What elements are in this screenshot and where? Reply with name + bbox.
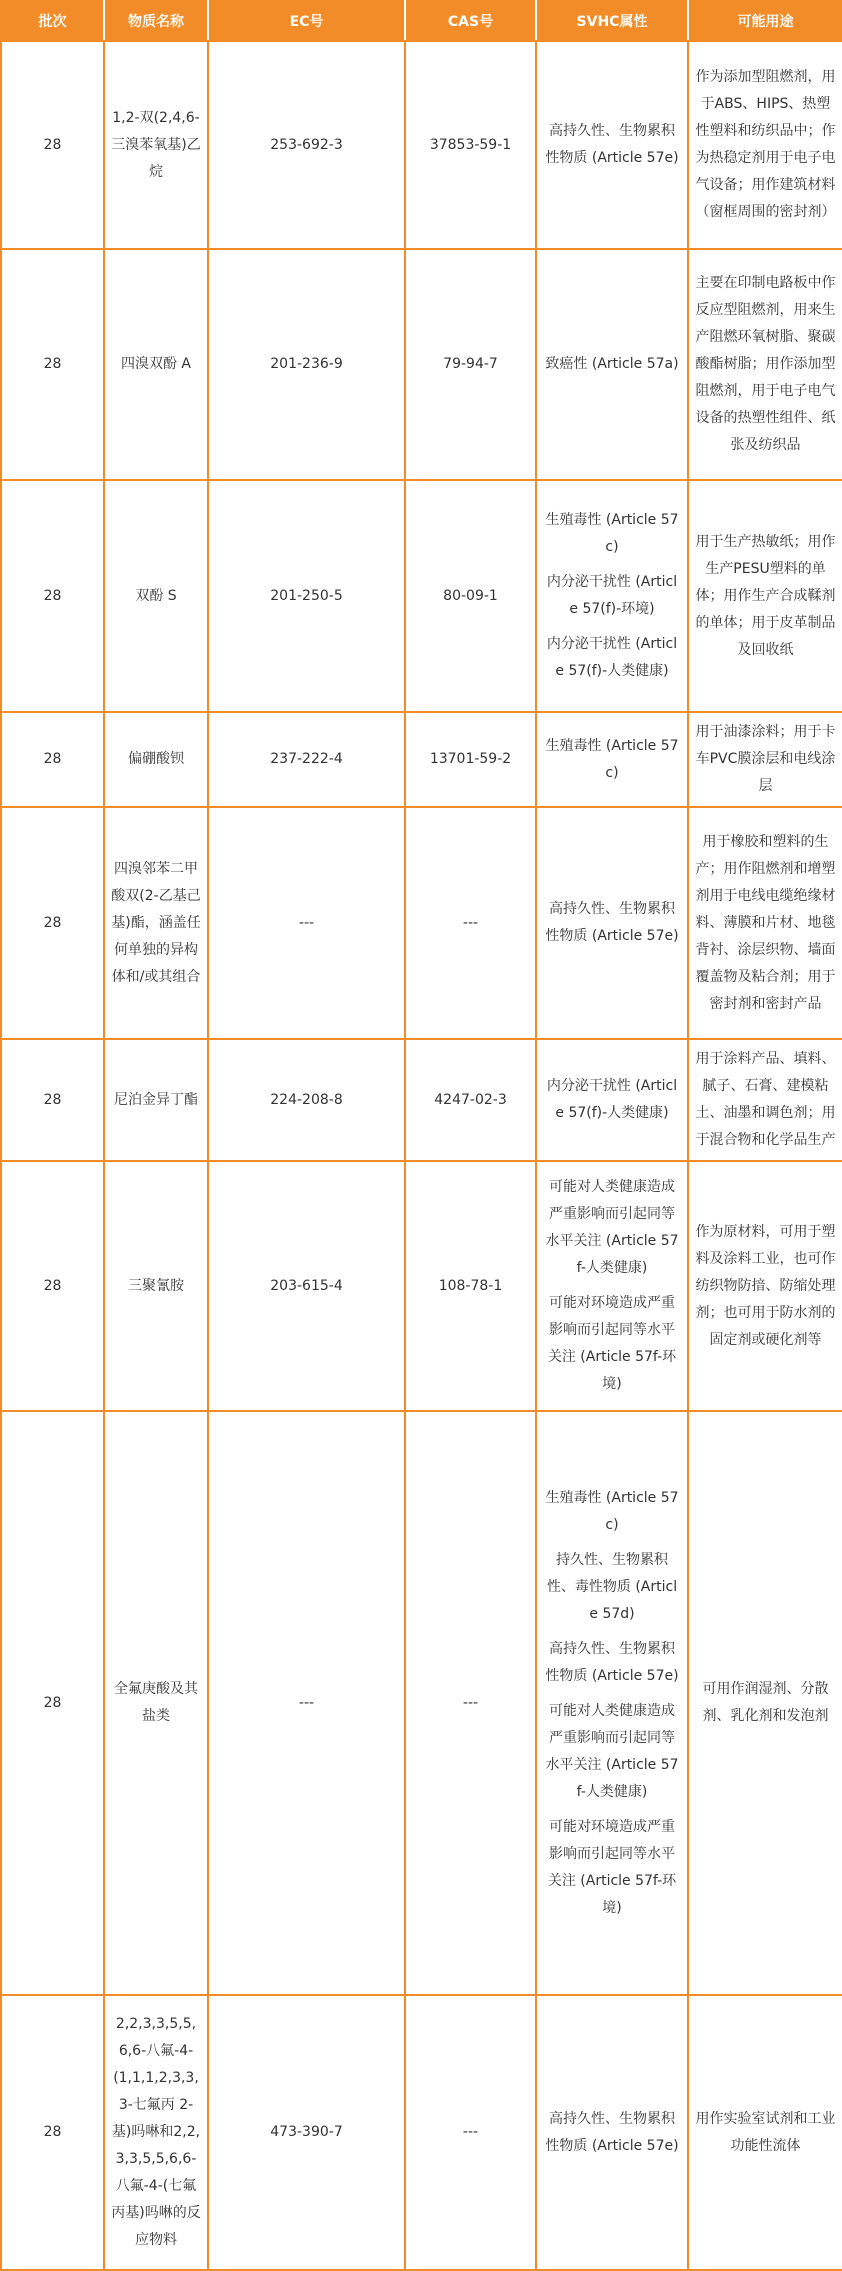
cell-name: 1,2-双(2,4,6-三溴苯氧基)乙烷 xyxy=(104,41,208,249)
property-line: 可能对人类健康造成严重影响而引起同等水平关注 (Article 57f-人类健康) xyxy=(545,1702,679,1800)
cell-ec: 473-390-7 xyxy=(208,1995,405,2270)
cell-svhc-property xyxy=(536,249,688,480)
cell-batch: 28 xyxy=(1,249,104,480)
header-substance-name: 物质名称 xyxy=(104,1,208,41)
cell-ec: 203-615-4 xyxy=(208,1161,405,1411)
property-line: 高持久性、生物累积性物质 (Article 57e) xyxy=(545,1640,679,1684)
table-row xyxy=(1,480,842,712)
cell-uses: 用于油漆涂料；用于卡车PVC膜涂层和电线涂层 xyxy=(688,712,842,807)
cell-name: 三聚氰胺 xyxy=(104,1161,208,1411)
header-cas-number: CAS号 xyxy=(405,1,536,41)
cell-svhc-property xyxy=(536,480,688,712)
cell-cas: --- xyxy=(405,1995,536,2270)
table-row xyxy=(1,1161,842,1411)
cell-name: 四溴邻苯二甲酸双(2-乙基己基)酯，涵盖任何单独的异构体和/或其组合 xyxy=(104,807,208,1039)
table-row xyxy=(1,41,842,249)
property-line: 高持久性、生物累积性物质 (Article 57e) xyxy=(545,2110,679,2154)
cell-batch: 28 xyxy=(1,41,104,249)
header-possible-uses: 可能用途 xyxy=(688,1,842,41)
table-body xyxy=(1,41,842,2270)
cell-svhc-property xyxy=(536,41,688,249)
cell-uses: 作为原材料，可用于塑料及涂料工业，也可作纺织物防揞、防缩处理剂；也可用于防水剂的固定剂或硬化剂等 xyxy=(688,1161,842,1411)
property-line: 持久性、生物累积性、毒性物质 (Article 57d) xyxy=(546,1551,678,1622)
cell-cas: 13701-59-2 xyxy=(405,712,536,807)
cell-name: 偏硼酸钡 xyxy=(104,712,208,807)
cell-cas: 108-78-1 xyxy=(405,1161,536,1411)
table-row xyxy=(1,1995,842,2270)
cell-ec: 201-236-9 xyxy=(208,249,405,480)
cell-uses: 用于橡胶和塑料的生产；用作阻燃剂和增塑剂用于电线电缆绝缘材料、薄膜和片材、地毯背衬、涂层织物、墙面覆盖物及粘合剂；用于密封剂和密封产品 xyxy=(688,807,842,1039)
cell-uses: 用作实验室试剂和工业功能性流体 xyxy=(688,1995,842,2270)
cell-ec: --- xyxy=(208,807,405,1039)
header-ec-number: EC号 xyxy=(208,1,405,41)
table-row xyxy=(1,1411,842,1995)
cell-ec: 253-692-3 xyxy=(208,41,405,249)
cell-uses: 用于涂料产品、填料、腻子、石膏、建模粘土、油墨和调色剂；用于混合物和化学品生产 xyxy=(688,1039,842,1161)
property-line: 生殖毒性 (Article 57c) xyxy=(545,512,679,555)
cell-name: 全氟庚酸及其盐类 xyxy=(104,1411,208,1995)
cell-name: 尼泊金异丁酯 xyxy=(104,1039,208,1161)
cell-cas: 80-09-1 xyxy=(405,480,536,712)
property-line: 内分泌干扰性 (Article 57(f)-人类健康) xyxy=(546,636,678,679)
property-line: 可能对人类健康造成严重影响而引起同等水平关注 (Article 57f-人类健康) xyxy=(545,1179,679,1276)
cell-svhc-property xyxy=(536,1411,688,1995)
cell-name: 双酚 S xyxy=(104,480,208,712)
property-line: 生殖毒性 (Article 57c) xyxy=(545,737,679,781)
cell-uses: 主要在印制电路板中作反应型阻燃剂，用来生产阻燃环氧树脂、聚碳酸酯树脂；用作添加型阻燃剂，用于电子电气设备的热塑性组件、纸张及纺织品 xyxy=(688,249,842,480)
property-line: 内分泌干扰性 (Article 57(f)-人类健康) xyxy=(546,1078,678,1121)
header-row xyxy=(1,1,842,41)
cell-name: 四溴双酚 A xyxy=(104,249,208,480)
cell-uses: 可用作润湿剂、分散剂、乳化剂和发泡剂 xyxy=(688,1411,842,1995)
cell-batch: 28 xyxy=(1,480,104,712)
cell-svhc-property xyxy=(536,712,688,807)
cell-batch: 28 xyxy=(1,712,104,807)
cell-ec: --- xyxy=(208,1411,405,1995)
cell-batch: 28 xyxy=(1,807,104,1039)
header-svhc-property: SVHC属性 xyxy=(536,1,688,41)
table-header xyxy=(1,1,842,41)
cell-batch: 28 xyxy=(1,1411,104,1995)
property-line: 致癌性 (Article 57a) xyxy=(545,356,679,372)
header-batch: 批次 xyxy=(1,1,104,41)
cell-svhc-property xyxy=(536,1039,688,1161)
table-row xyxy=(1,249,842,480)
property-line: 生殖毒性 (Article 57c) xyxy=(545,1489,679,1533)
property-line: 内分泌干扰性 (Article 57(f)-环境) xyxy=(546,574,678,617)
cell-svhc-property xyxy=(536,1161,688,1411)
property-line: 可能对环境造成严重影响而引起同等水平关注 (Article 57f-环境) xyxy=(547,1818,677,1916)
table-row xyxy=(1,807,842,1039)
cell-cas: 79-94-7 xyxy=(405,249,536,480)
property-line: 高持久性、生物累积性物质 (Article 57e) xyxy=(545,901,679,944)
cell-batch: 28 xyxy=(1,1039,104,1161)
table-row xyxy=(1,1039,842,1161)
cell-cas: --- xyxy=(405,807,536,1039)
cell-cas: 37853-59-1 xyxy=(405,41,536,249)
cell-cas: --- xyxy=(405,1411,536,1995)
cell-ec: 237-222-4 xyxy=(208,712,405,807)
cell-ec: 224-208-8 xyxy=(208,1039,405,1161)
cell-ec: 201-250-5 xyxy=(208,480,405,712)
cell-svhc-property xyxy=(536,807,688,1039)
cell-batch: 28 xyxy=(1,1161,104,1411)
table-row xyxy=(1,712,842,807)
cell-uses: 用于生产热敏纸；用作生产PESU塑料的单体；用作生产合成鞣剂的单体；用于皮革制品及回收纸 xyxy=(688,480,842,712)
property-line: 高持久性、生物累积性物质 (Article 57e) xyxy=(545,123,679,166)
cell-name: 2,2,3,3,5,5,6,6-八氟-4-(1,1,1,2,3,3,3-七氟丙 2-基)吗啉和2,2,3,3,5,5,6,6-八氟-4-(七氟丙基)吗啉的反应物料 xyxy=(104,1995,208,2270)
cell-cas: 4247-02-3 xyxy=(405,1039,536,1161)
cell-batch: 28 xyxy=(1,1995,104,2270)
property-line: 可能对环境造成严重影响而引起同等水平关注 (Article 57f-环境) xyxy=(547,1295,677,1392)
cell-svhc-property xyxy=(536,1995,688,2270)
cell-uses: 作为添加型阻燃剂，用于ABS、HIPS、热塑性塑料和纺织品中；作为热稳定剂用于电子电气设备；用作建筑材料（窗框周围的密封剂） xyxy=(688,41,842,249)
